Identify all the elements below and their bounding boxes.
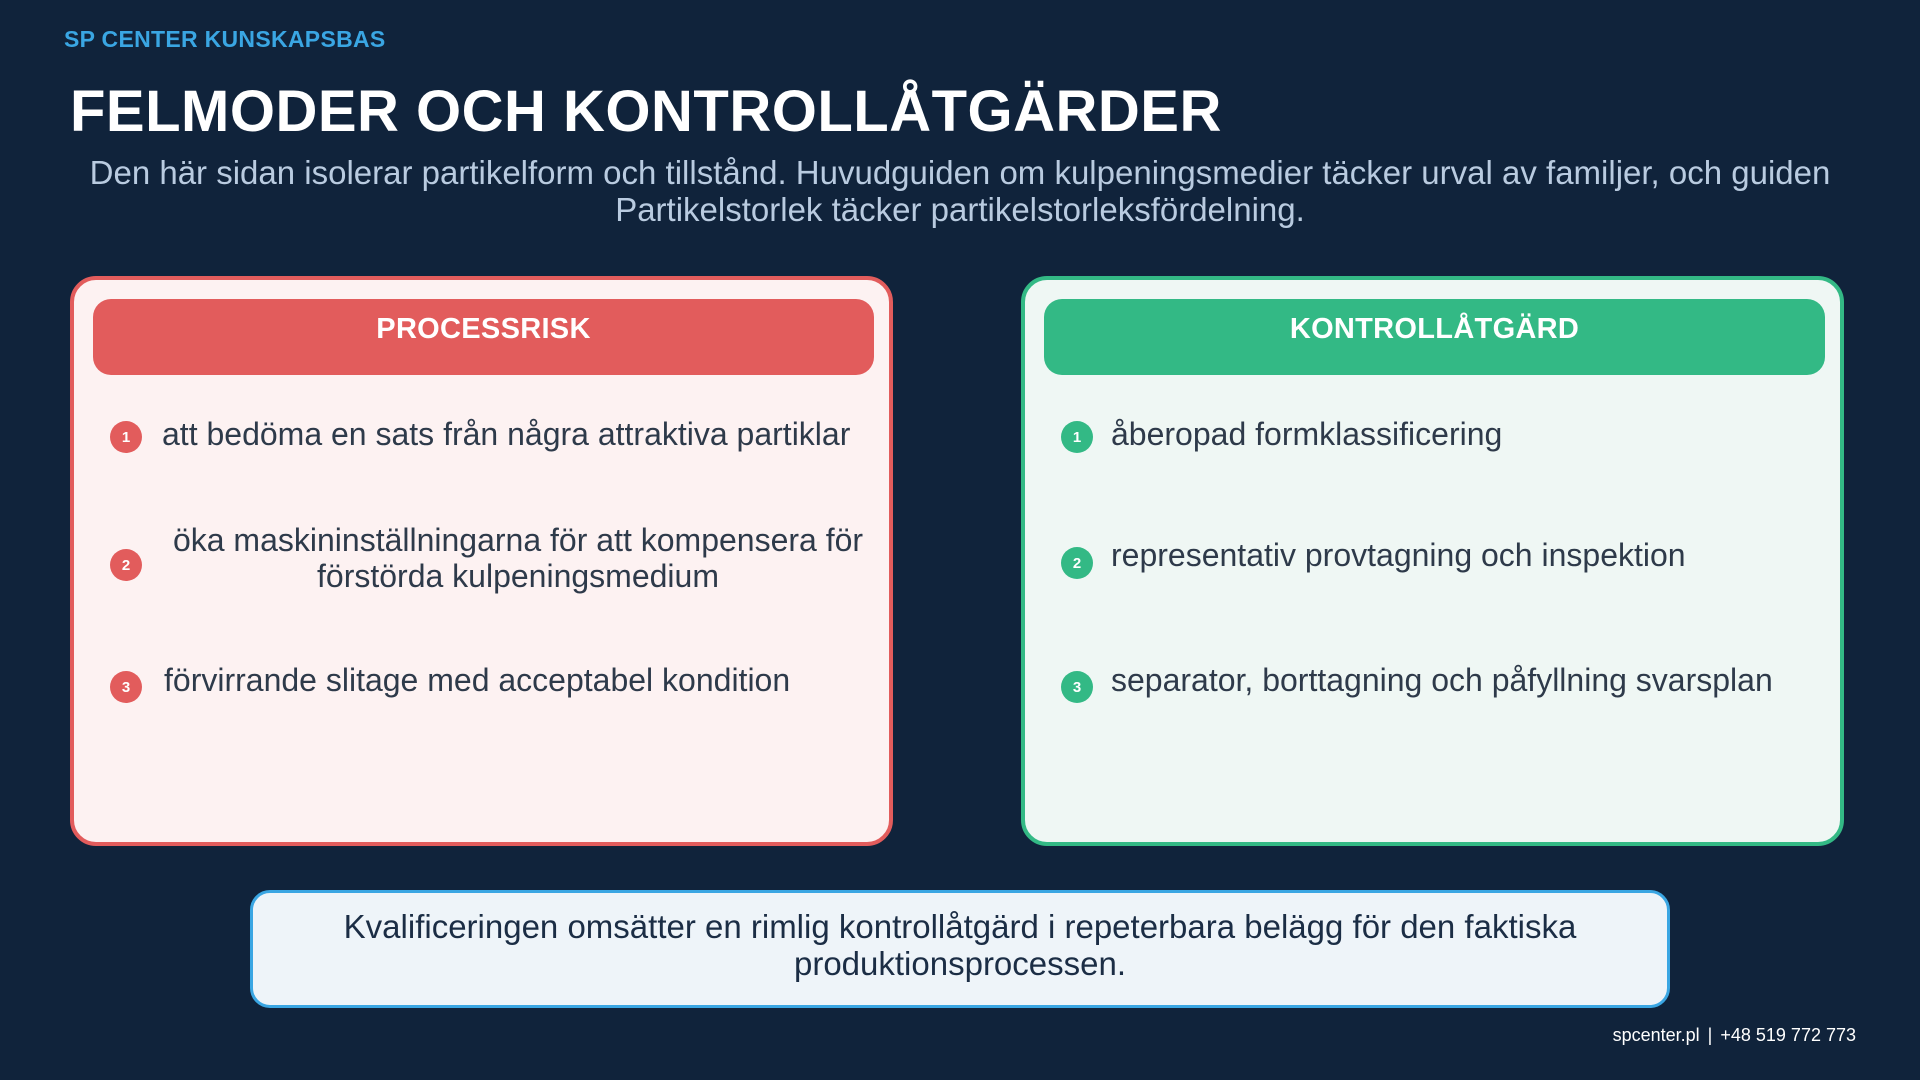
page-title: FELMODER OCH KONTROLLÅTGÄRDER: [70, 79, 1222, 144]
number-badge: 3: [110, 671, 142, 703]
phone-number[interactable]: +48 519 772 773: [1720, 1025, 1856, 1045]
number-badge: 1: [1061, 421, 1093, 453]
control-measure-panel: [1021, 276, 1844, 846]
website-link[interactable]: spcenter.pl: [1612, 1025, 1700, 1045]
number-badge: 3: [1061, 671, 1093, 703]
control-item-text: separator, borttagning och påfyllning svarsplan: [1111, 662, 1773, 698]
process-risk-panel: [70, 276, 893, 846]
footer-separator: |: [1707, 1025, 1713, 1045]
number-badge: 2: [110, 549, 142, 581]
risk-item-text: att bedöma en sats från några attraktiva partiklar: [162, 416, 851, 452]
summary-note: Kvalificeringen omsätter en rimlig kontrollåtgärd i repeterbara belägg för den faktiska produktionsprocessen.: [250, 890, 1670, 1008]
brand-label: SP CENTER KUNSKAPSBAS: [64, 26, 386, 52]
risk-item-text: öka maskininställningarna för att kompensera för förstörda kulpeningsmedium: [172, 522, 864, 594]
footer-contact: [1613, 1025, 1856, 1046]
control-item-text: åberopad formklassificering: [1111, 416, 1503, 452]
control-item-text: representativ provtagning och inspektion: [1111, 537, 1686, 573]
control-measure-header: KONTROLLÅTGÄRD: [1044, 299, 1825, 375]
number-badge: 1: [110, 421, 142, 453]
risk-item-text: förvirrande slitage med acceptabel kondition: [164, 662, 791, 698]
page-subtitle: Den här sidan isolerar partikelform och tillstånd. Huvudguiden om kulpeningsmedier täcker urval av familjer, och guiden Partikelstorlek täcker partikelstorleksfördelning.: [89, 154, 1831, 228]
number-badge: 2: [1061, 547, 1093, 579]
process-risk-header: PROCESSRISK: [93, 299, 874, 375]
